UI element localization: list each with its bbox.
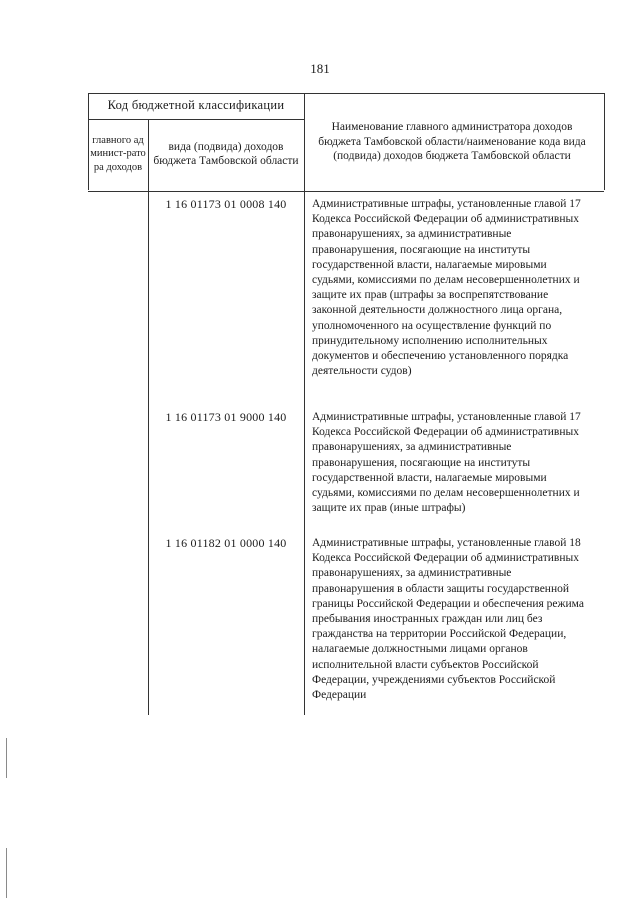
page-number: 181: [310, 61, 330, 76]
row-income-code: 1 16 01173 01 0008 140: [165, 197, 287, 211]
row-income-name: Административные штрафы, установленные главой 17 Кодекса Российской Федерации об административных правонарушениях, за административные правонарушения, посягающие на институты государственной власти, налагаемые мировыми судьями, комиссиями по делам несовершеннолетних и защите их прав (иные штрафы): [312, 411, 581, 515]
table-border-right: [604, 93, 605, 190]
header-admin-code: главного админист-ратора доходов: [90, 135, 146, 173]
row-income-code: 1 16 01173 01 9000 140: [165, 410, 287, 424]
header-income-code: вида (подвида) доходов бюджета Тамбовской области: [153, 140, 299, 167]
row-income-name: Административные штрафы, установленные главой 17 Кодекса Российской Федерации об административных правонарушениях, за административные правонарушения, посягающие на институты государственной власти, налагаемые мировыми судьями, комиссиями по делам несовершеннолетних и защите их прав (штрафы за воспрепятствование законной деятельности должностного лица органа, уполномоченного на осуществление функций по принудительному исполнению исполнительных документов и обеспечению установленного порядка деятельности судов): [312, 198, 581, 378]
row-income-code: 1 16 01182 01 0000 140: [165, 536, 287, 550]
row-income-name: Административные штрафы, установленные главой 18 Кодекса Российской Федерации об административных правонарушениях, за административные правонарушения в области защиты государственной границы Российской Федерации и обеспечения режима пребывания иностранных граждан или лиц без гражданства на территории Российской Федерации, налагаемые должностными лицами органов исполнительной власти субъектов Российской Федерации, учреждениями субъектов Российской Федерации: [312, 537, 584, 702]
header-budget-classification: Код бюджетной классификации: [107, 98, 285, 113]
scan-margin-mark: [6, 738, 7, 778]
scan-margin-mark: [6, 848, 7, 898]
column-divider-code: [304, 93, 305, 715]
header-name: Наименование главного администратора доходов бюджета Тамбовской области/наименование кода вида (подвида) доходов бюджета Тамбовской области: [318, 120, 586, 163]
